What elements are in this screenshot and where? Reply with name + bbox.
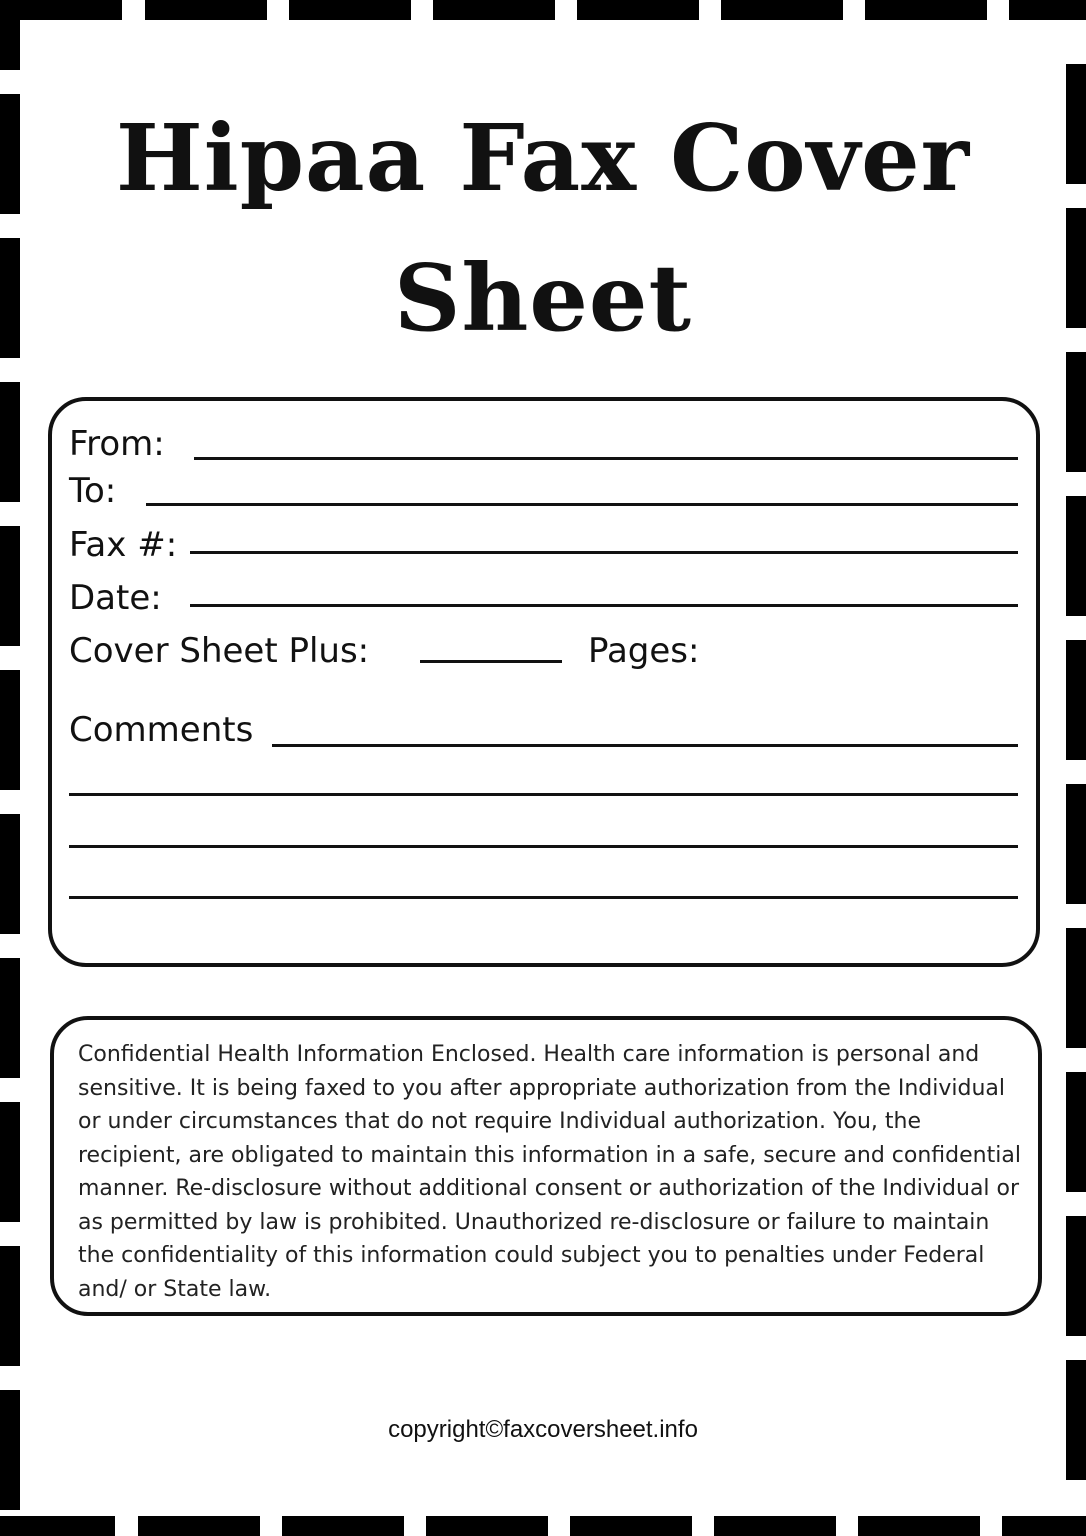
comments-line-1[interactable] <box>272 744 1018 747</box>
confidentiality-notice-text: Confidential Health Information Enclosed. Health care information is personal and sensitive. It is being faxed to you after appropriate authorization from the Individual or under circumstances that do not require Individual authorization. You, the recipient, are obligated to maintain this information in a safe, secure and confidential manner. Re-disclosure without additional consent or authorization of the Individual or as permitted by law is prohibited. Unauthorized re-disclosure or failure to maintain the confidentiality of this information could subject you to penalties under Federal and/ or State law. <box>78 1042 1021 1302</box>
cover-sheet-plus-label: Cover Sheet Plus: <box>69 631 370 671</box>
comments-line-3[interactable] <box>69 845 1018 848</box>
from-field[interactable] <box>194 457 1018 460</box>
from-label: From: <box>69 424 165 464</box>
to-field[interactable] <box>146 503 1018 506</box>
page-title-line1: Hipaa Fax Cover <box>115 104 971 212</box>
cover-sheet-plus-field[interactable] <box>420 660 562 663</box>
fax-number-field[interactable] <box>190 551 1018 554</box>
to-label: To: <box>69 471 117 511</box>
comments-line-2[interactable] <box>69 793 1018 796</box>
fax-number-label: Fax #: <box>69 525 178 565</box>
page-title-line2: Sheet <box>394 244 692 352</box>
pages-label: Pages: <box>588 631 700 671</box>
confidentiality-notice-box <box>50 1016 1042 1316</box>
comments-label: Comments <box>69 710 254 750</box>
fax-details-box <box>48 397 1040 967</box>
date-label: Date: <box>69 578 162 618</box>
comments-line-4[interactable] <box>69 896 1018 899</box>
copyright-footer: copyright©faxcoversheet.info <box>388 1416 698 1443</box>
date-field[interactable] <box>190 604 1018 607</box>
